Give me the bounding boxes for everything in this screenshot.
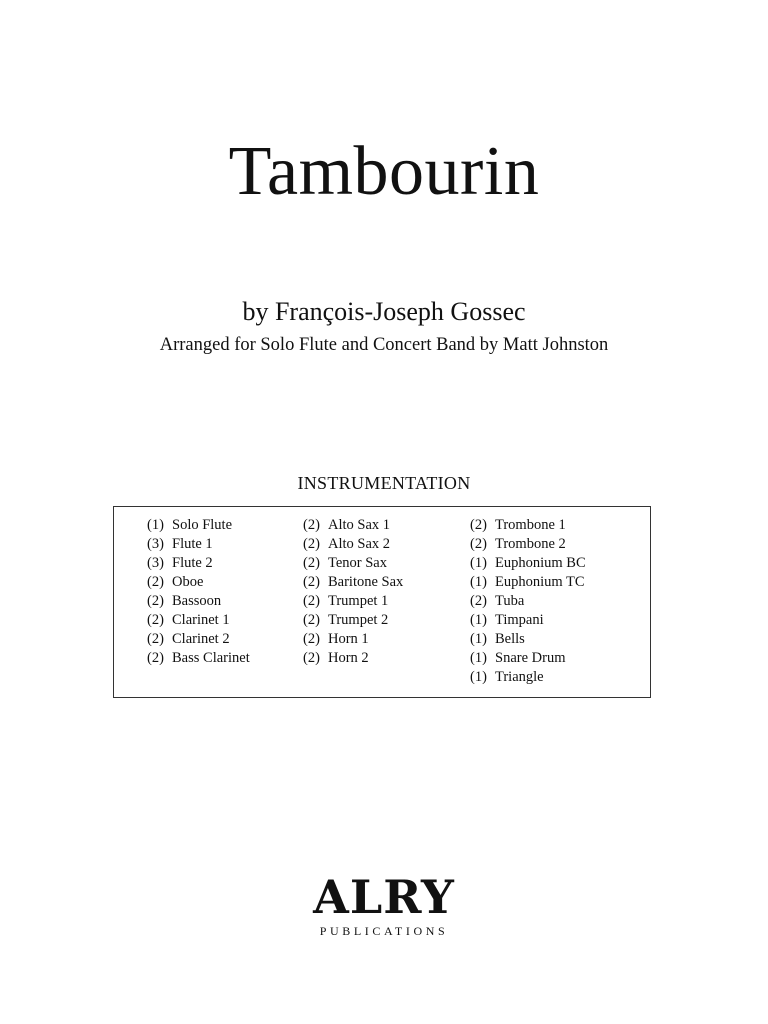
instrument-row xyxy=(470,535,586,554)
instrument-name: Trumpet 1 xyxy=(328,593,389,609)
page-title: Tambourin xyxy=(228,133,540,210)
instrument-row xyxy=(147,592,250,611)
instrument-count: (2) xyxy=(303,517,320,533)
instrument-count: (1) xyxy=(470,650,487,666)
instrument-count: (1) xyxy=(470,669,487,685)
instrument-count: (2) xyxy=(470,536,487,552)
instrumentation-column-1 xyxy=(147,516,250,668)
publisher-logo-name: ALRY xyxy=(313,870,455,924)
instrument-row xyxy=(303,649,403,668)
instrument-name: Tenor Sax xyxy=(328,555,387,571)
instrumentation-heading: INSTRUMENTATION xyxy=(297,473,471,493)
instrument-name: Timpani xyxy=(495,612,544,628)
instrument-name: Alto Sax 1 xyxy=(328,517,391,533)
instrument-count: (2) xyxy=(147,612,164,628)
instrument-row xyxy=(303,592,403,611)
instrument-row xyxy=(147,630,250,649)
instrument-name: Trombone 2 xyxy=(495,536,566,552)
instrument-row xyxy=(147,573,250,592)
instrument-name: Bass Clarinet xyxy=(172,650,250,666)
instrument-count: (2) xyxy=(147,574,164,590)
instrument-row xyxy=(470,592,586,611)
instrument-row xyxy=(303,516,403,535)
instrument-count: (2) xyxy=(147,593,164,609)
instrument-row xyxy=(470,516,586,535)
composer-credit: by François-Joseph Gossec xyxy=(242,297,526,326)
instrument-count: (2) xyxy=(303,536,320,552)
instrument-count: (2) xyxy=(303,593,320,609)
instrument-row xyxy=(470,668,586,687)
instrument-row xyxy=(470,611,586,630)
instrument-name: Triangle xyxy=(495,669,544,685)
instrument-name: Euphonium TC xyxy=(495,574,585,590)
instrument-count: (2) xyxy=(303,650,320,666)
publisher-logo-subtitle: PUBLICATIONS xyxy=(319,924,449,938)
instrument-row xyxy=(470,649,586,668)
instrument-count: (1) xyxy=(470,631,487,647)
instrument-row xyxy=(147,516,250,535)
instrument-name: Baritone Sax xyxy=(328,574,404,590)
instrument-count: (1) xyxy=(147,517,164,533)
instrumentation-box xyxy=(113,506,651,698)
instrument-count: (3) xyxy=(147,536,164,552)
instrument-name: Euphonium BC xyxy=(495,555,586,571)
instrument-row xyxy=(470,573,586,592)
instrument-count: (2) xyxy=(303,555,320,571)
instrument-row xyxy=(470,554,586,573)
publisher-logo xyxy=(284,872,484,956)
instrument-count: (2) xyxy=(470,517,487,533)
instrument-name: Tuba xyxy=(495,593,525,609)
instrument-name: Clarinet 2 xyxy=(172,631,230,647)
instrument-row xyxy=(147,535,250,554)
instrument-name: Horn 1 xyxy=(328,631,369,647)
instrument-name: Trombone 1 xyxy=(495,517,566,533)
instrument-name: Clarinet 1 xyxy=(172,612,230,628)
instrument-count: (3) xyxy=(147,555,164,571)
instrument-count: (2) xyxy=(303,612,320,628)
instrumentation-column-2 xyxy=(303,516,403,668)
instrument-name: Bassoon xyxy=(172,593,222,609)
instrument-count: (1) xyxy=(470,555,487,571)
instrument-count: (2) xyxy=(303,574,320,590)
instrument-name: Solo Flute xyxy=(172,517,233,533)
instrument-row xyxy=(303,535,403,554)
instrument-row xyxy=(147,554,250,573)
instrument-row xyxy=(147,611,250,630)
instrument-row xyxy=(303,630,403,649)
instrument-row xyxy=(470,630,586,649)
instrument-count: (2) xyxy=(147,650,164,666)
instrument-count: (2) xyxy=(147,631,164,647)
instrument-name: Horn 2 xyxy=(328,650,369,666)
instrument-name: Alto Sax 2 xyxy=(328,536,391,552)
instrument-row xyxy=(303,573,403,592)
arranger-credit: Arranged for Solo Flute and Concert Band by Matt Johnston xyxy=(159,335,609,355)
instrument-count: (1) xyxy=(470,574,487,590)
instrument-row xyxy=(147,649,250,668)
instrument-name: Flute 1 xyxy=(172,536,213,552)
instrument-row xyxy=(303,611,403,630)
instrument-count: (2) xyxy=(303,631,320,647)
instrumentation-column-3 xyxy=(470,516,586,687)
instrument-name: Oboe xyxy=(172,574,204,590)
instrument-name: Flute 2 xyxy=(172,555,213,571)
instrument-count: (2) xyxy=(470,593,487,609)
instrument-count: (1) xyxy=(470,612,487,628)
instrument-name: Trumpet 2 xyxy=(328,612,389,628)
instrument-name: Bells xyxy=(495,631,525,647)
instrument-row xyxy=(303,554,403,573)
instrument-name: Snare Drum xyxy=(495,650,566,666)
